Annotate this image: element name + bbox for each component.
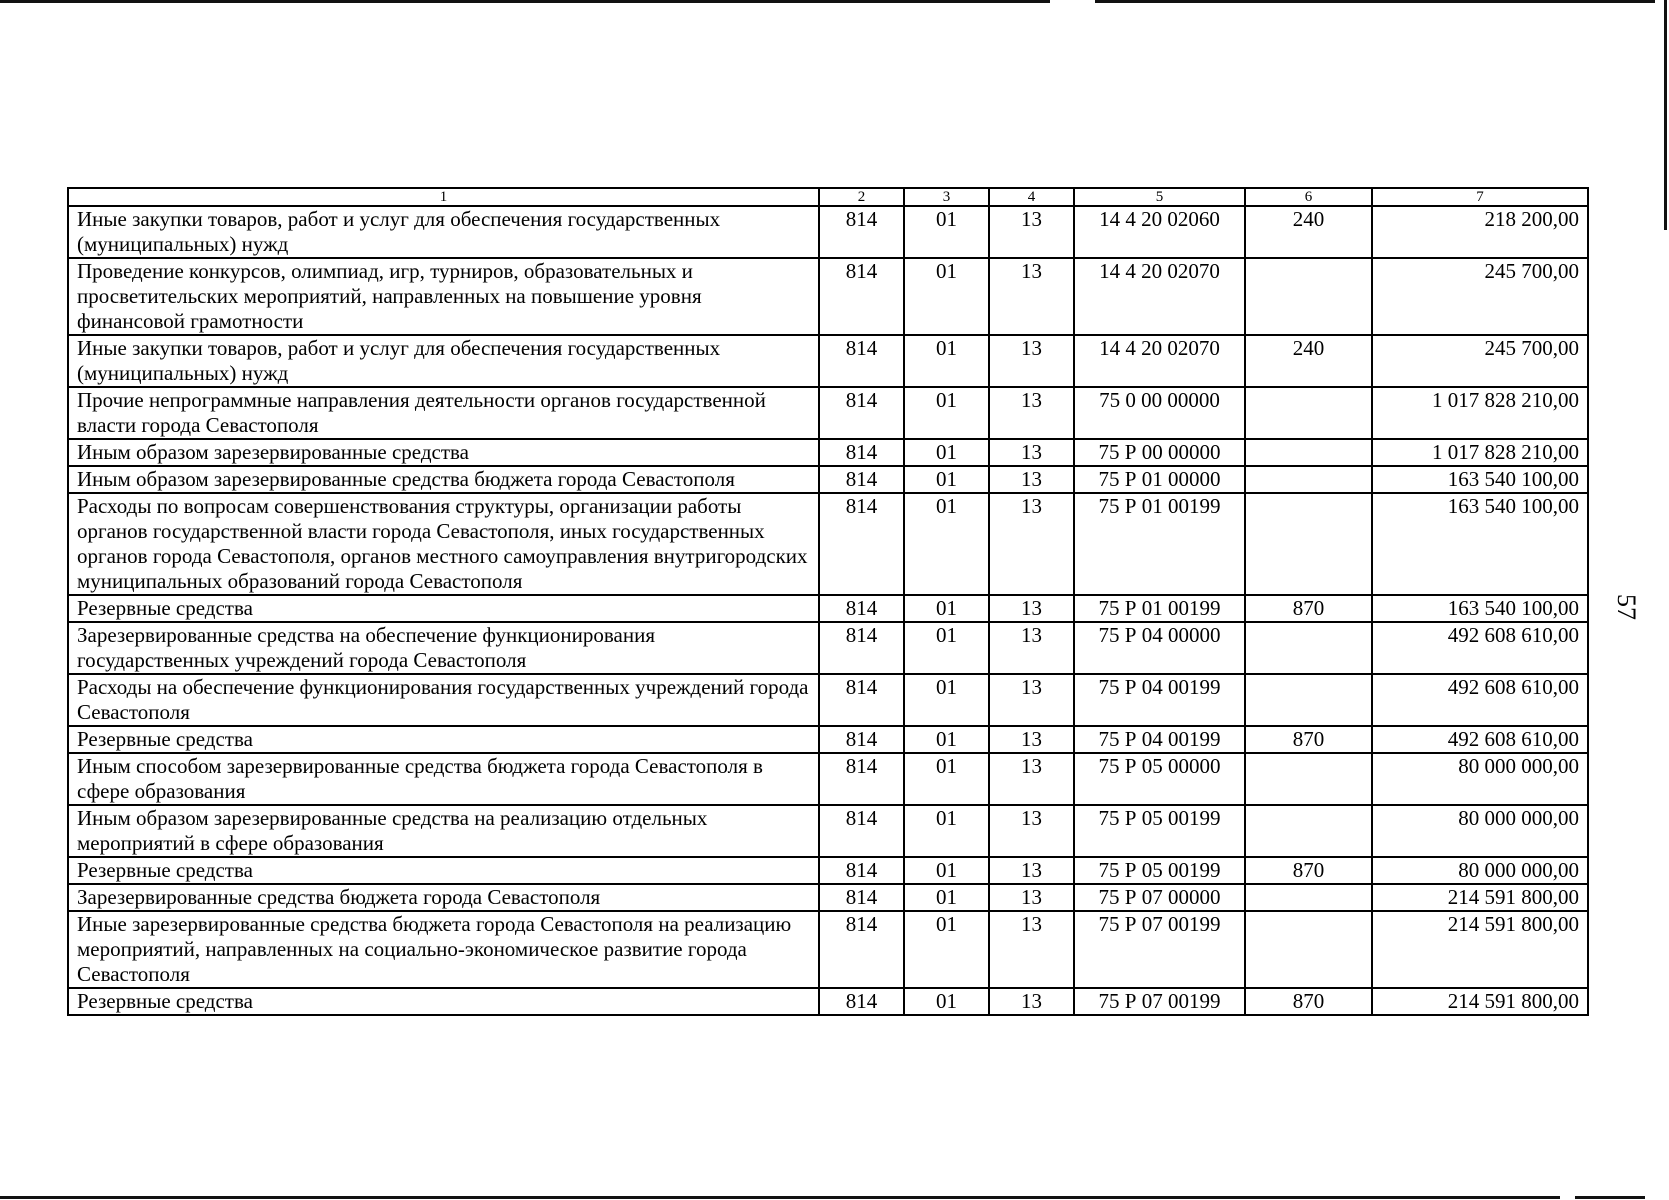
row-amount: 80 000 000,00 bbox=[1372, 857, 1588, 884]
row-section-code: 01 bbox=[904, 335, 989, 387]
row-amount: 1 017 828 210,00 bbox=[1372, 387, 1588, 439]
row-name: Расходы на обеспечение функционирования государственных учреждений города Севастополя bbox=[68, 674, 819, 726]
table-row bbox=[68, 206, 1588, 258]
row-section-code: 01 bbox=[904, 387, 989, 439]
row-expense-type-code bbox=[1245, 258, 1372, 335]
row-target-code: 75 Р 07 00199 bbox=[1074, 911, 1245, 988]
row-section-code: 01 bbox=[904, 674, 989, 726]
row-subsection-code: 13 bbox=[989, 726, 1074, 753]
row-section-code: 01 bbox=[904, 753, 989, 805]
row-name: Иные закупки товаров, работ и услуг для обеспечения государственных (муниципальных) нужд bbox=[68, 335, 819, 387]
row-expense-type-code bbox=[1245, 884, 1372, 911]
row-amount: 80 000 000,00 bbox=[1372, 753, 1588, 805]
scan-edge-top-right bbox=[1095, 0, 1655, 3]
row-expense-type-code: 870 bbox=[1245, 595, 1372, 622]
table-row bbox=[68, 387, 1588, 439]
row-section-code: 01 bbox=[904, 258, 989, 335]
row-name: Иным образом зарезервированные средства бюджета города Севастополя bbox=[68, 466, 819, 493]
row-target-code: 75 Р 04 00199 bbox=[1074, 726, 1245, 753]
row-target-code: 75 Р 00 00000 bbox=[1074, 439, 1245, 466]
row-admin-code: 814 bbox=[819, 726, 904, 753]
row-subsection-code: 13 bbox=[989, 595, 1074, 622]
row-amount: 163 540 100,00 bbox=[1372, 595, 1588, 622]
row-subsection-code: 13 bbox=[989, 622, 1074, 674]
row-expense-type-code bbox=[1245, 753, 1372, 805]
row-expense-type-code: 870 bbox=[1245, 988, 1372, 1015]
row-subsection-code: 13 bbox=[989, 206, 1074, 258]
budget-table bbox=[67, 187, 1589, 1016]
row-target-code: 14 4 20 02060 bbox=[1074, 206, 1245, 258]
column-number-row bbox=[68, 188, 1588, 206]
row-name: Иным образом зарезервированные средства bbox=[68, 439, 819, 466]
row-admin-code: 814 bbox=[819, 674, 904, 726]
table-row bbox=[68, 884, 1588, 911]
table-row bbox=[68, 857, 1588, 884]
table-row bbox=[68, 258, 1588, 335]
row-target-code: 14 4 20 02070 bbox=[1074, 258, 1245, 335]
table-row bbox=[68, 726, 1588, 753]
row-subsection-code: 13 bbox=[989, 805, 1074, 857]
row-admin-code: 814 bbox=[819, 493, 904, 595]
row-target-code: 75 Р 01 00199 bbox=[1074, 493, 1245, 595]
scan-edge-bottom-right bbox=[1575, 1196, 1645, 1199]
row-expense-type-code bbox=[1245, 439, 1372, 466]
row-subsection-code: 13 bbox=[989, 857, 1074, 884]
row-subsection-code: 13 bbox=[989, 466, 1074, 493]
row-name: Прочие непрограммные направления деятельности органов государственной власти города Севастополя bbox=[68, 387, 819, 439]
row-subsection-code: 13 bbox=[989, 387, 1074, 439]
row-amount: 214 591 800,00 bbox=[1372, 988, 1588, 1015]
row-name: Проведение конкурсов, олимпиад, игр, турниров, образовательных и просветительских мероприятий, направленных на повышение уровня финансовой грамотности bbox=[68, 258, 819, 335]
row-amount: 163 540 100,00 bbox=[1372, 466, 1588, 493]
row-admin-code: 814 bbox=[819, 805, 904, 857]
row-section-code: 01 bbox=[904, 206, 989, 258]
row-section-code: 01 bbox=[904, 493, 989, 595]
row-admin-code: 814 bbox=[819, 439, 904, 466]
row-subsection-code: 13 bbox=[989, 911, 1074, 988]
row-amount: 218 200,00 bbox=[1372, 206, 1588, 258]
row-expense-type-code: 240 bbox=[1245, 206, 1372, 258]
table-row bbox=[68, 805, 1588, 857]
column-header-6: 6 bbox=[1245, 188, 1372, 206]
row-amount: 245 700,00 bbox=[1372, 335, 1588, 387]
scan-edge-top bbox=[0, 0, 1050, 3]
row-name: Резервные средства bbox=[68, 726, 819, 753]
row-admin-code: 814 bbox=[819, 753, 904, 805]
row-target-code: 75 0 00 00000 bbox=[1074, 387, 1245, 439]
row-amount: 214 591 800,00 bbox=[1372, 884, 1588, 911]
row-subsection-code: 13 bbox=[989, 753, 1074, 805]
row-section-code: 01 bbox=[904, 622, 989, 674]
row-target-code: 75 Р 07 00000 bbox=[1074, 884, 1245, 911]
table-row bbox=[68, 439, 1588, 466]
row-target-code: 75 Р 01 00199 bbox=[1074, 595, 1245, 622]
row-expense-type-code bbox=[1245, 805, 1372, 857]
row-expense-type-code: 870 bbox=[1245, 857, 1372, 884]
row-admin-code: 814 bbox=[819, 988, 904, 1015]
row-section-code: 01 bbox=[904, 805, 989, 857]
row-admin-code: 814 bbox=[819, 466, 904, 493]
row-expense-type-code bbox=[1245, 911, 1372, 988]
row-admin-code: 814 bbox=[819, 622, 904, 674]
table-row bbox=[68, 466, 1588, 493]
row-subsection-code: 13 bbox=[989, 439, 1074, 466]
row-subsection-code: 13 bbox=[989, 884, 1074, 911]
row-subsection-code: 13 bbox=[989, 335, 1074, 387]
row-subsection-code: 13 bbox=[989, 674, 1074, 726]
row-name: Иные зарезервированные средства бюджета города Севастополя на реализацию мероприятий, направленных на социально-экономическое развитие города Севастополя bbox=[68, 911, 819, 988]
row-amount: 492 608 610,00 bbox=[1372, 674, 1588, 726]
page-number: 57 bbox=[1612, 594, 1641, 620]
row-expense-type-code bbox=[1245, 466, 1372, 493]
row-expense-type-code: 240 bbox=[1245, 335, 1372, 387]
row-admin-code: 814 bbox=[819, 595, 904, 622]
row-target-code: 75 Р 04 00199 bbox=[1074, 674, 1245, 726]
row-section-code: 01 bbox=[904, 911, 989, 988]
row-subsection-code: 13 bbox=[989, 493, 1074, 595]
row-target-code: 75 Р 05 00199 bbox=[1074, 805, 1245, 857]
table-row bbox=[68, 753, 1588, 805]
row-expense-type-code bbox=[1245, 674, 1372, 726]
row-admin-code: 814 bbox=[819, 206, 904, 258]
row-expense-type-code bbox=[1245, 387, 1372, 439]
scan-edge-right bbox=[1664, 0, 1667, 230]
row-name: Расходы по вопросам совершенствования структуры, организации работы органов государственной власти города Севастополя, иных государственных органов города Севастополя, органов местного самоуправления внутригородских муниципальных образований города Севастополя bbox=[68, 493, 819, 595]
row-amount: 214 591 800,00 bbox=[1372, 911, 1588, 988]
row-section-code: 01 bbox=[904, 595, 989, 622]
row-subsection-code: 13 bbox=[989, 988, 1074, 1015]
row-name: Зарезервированные средства бюджета города Севастополя bbox=[68, 884, 819, 911]
row-target-code: 75 Р 05 00000 bbox=[1074, 753, 1245, 805]
table-row bbox=[68, 911, 1588, 988]
row-admin-code: 814 bbox=[819, 857, 904, 884]
table-row bbox=[68, 335, 1588, 387]
table-row bbox=[68, 595, 1588, 622]
column-header-2: 2 bbox=[819, 188, 904, 206]
row-section-code: 01 bbox=[904, 726, 989, 753]
row-admin-code: 814 bbox=[819, 911, 904, 988]
column-header-4: 4 bbox=[989, 188, 1074, 206]
row-name: Иные закупки товаров, работ и услуг для обеспечения государственных (муниципальных) нужд bbox=[68, 206, 819, 258]
row-admin-code: 814 bbox=[819, 258, 904, 335]
row-name: Иным способом зарезервированные средства бюджета города Севастополя в сфере образования bbox=[68, 753, 819, 805]
row-subsection-code: 13 bbox=[989, 258, 1074, 335]
row-target-code: 75 Р 07 00199 bbox=[1074, 988, 1245, 1015]
table-body bbox=[68, 206, 1588, 1015]
row-amount: 1 017 828 210,00 bbox=[1372, 439, 1588, 466]
row-target-code: 75 Р 04 00000 bbox=[1074, 622, 1245, 674]
row-section-code: 01 bbox=[904, 988, 989, 1015]
row-target-code: 14 4 20 02070 bbox=[1074, 335, 1245, 387]
row-section-code: 01 bbox=[904, 884, 989, 911]
table-row bbox=[68, 493, 1588, 595]
row-amount: 163 540 100,00 bbox=[1372, 493, 1588, 595]
row-admin-code: 814 bbox=[819, 387, 904, 439]
row-expense-type-code bbox=[1245, 493, 1372, 595]
table-row bbox=[68, 988, 1588, 1015]
row-expense-type-code bbox=[1245, 622, 1372, 674]
row-section-code: 01 bbox=[904, 466, 989, 493]
row-admin-code: 814 bbox=[819, 335, 904, 387]
row-amount: 245 700,00 bbox=[1372, 258, 1588, 335]
scan-edge-bottom bbox=[0, 1196, 1560, 1199]
row-amount: 492 608 610,00 bbox=[1372, 622, 1588, 674]
row-target-code: 75 Р 01 00000 bbox=[1074, 466, 1245, 493]
column-header-1: 1 bbox=[68, 188, 819, 206]
table-row bbox=[68, 622, 1588, 674]
row-name: Резервные средства bbox=[68, 595, 819, 622]
row-admin-code: 814 bbox=[819, 884, 904, 911]
row-amount: 492 608 610,00 bbox=[1372, 726, 1588, 753]
row-name: Резервные средства bbox=[68, 988, 819, 1015]
table-row bbox=[68, 674, 1588, 726]
row-target-code: 75 Р 05 00199 bbox=[1074, 857, 1245, 884]
column-header-7: 7 bbox=[1372, 188, 1588, 206]
row-expense-type-code: 870 bbox=[1245, 726, 1372, 753]
row-amount: 80 000 000,00 bbox=[1372, 805, 1588, 857]
column-header-5: 5 bbox=[1074, 188, 1245, 206]
row-section-code: 01 bbox=[904, 857, 989, 884]
row-name: Зарезервированные средства на обеспечение функционирования государственных учреждений города Севастополя bbox=[68, 622, 819, 674]
row-section-code: 01 bbox=[904, 439, 989, 466]
row-name: Иным образом зарезервированные средства на реализацию отдельных мероприятий в сфере образования bbox=[68, 805, 819, 857]
column-header-3: 3 bbox=[904, 188, 989, 206]
row-name: Резервные средства bbox=[68, 857, 819, 884]
